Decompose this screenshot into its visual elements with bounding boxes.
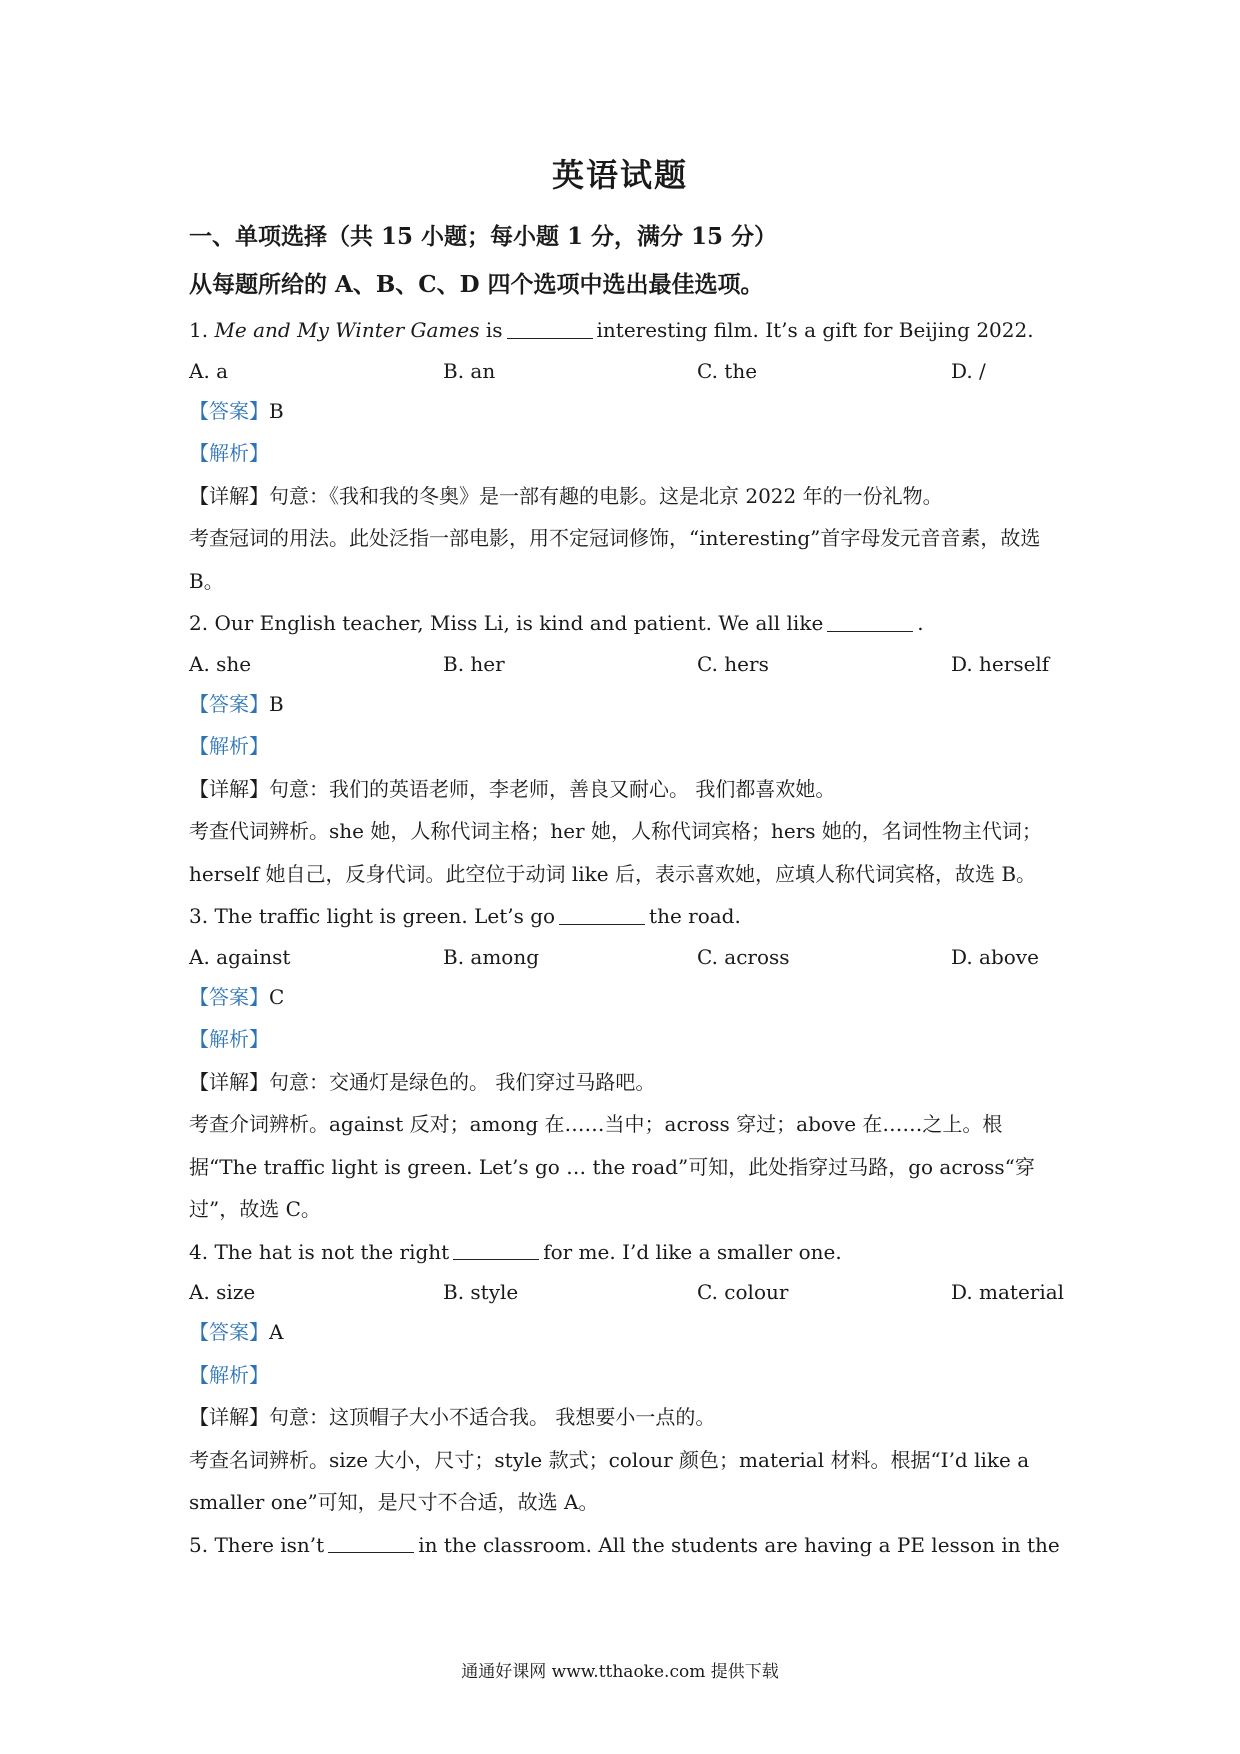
question-5 (189, 1524, 1069, 1567)
question-stem (189, 895, 1069, 938)
stem-text: for me. I’d like a smaller one. (543, 1239, 842, 1264)
option-c: C. colour (697, 1280, 789, 1304)
detail-text: 句意：我们的英语老师，李老师，善良又耐心。 我们都喜欢她。 (269, 776, 836, 801)
detail-label: 【详解】 (189, 483, 269, 508)
option-a: A. she (189, 651, 252, 676)
answer-label: 【答案】 (189, 398, 269, 423)
question-number: 1. (189, 318, 209, 342)
explanation-text: 考查冠词的用法。此处泛指一部电影，用不定冠词修饰，“interesting”首字母发元音音素，故选 B。 (189, 526, 1041, 593)
stem-text: . (917, 611, 924, 635)
answer-blank (507, 337, 593, 339)
question-stem (189, 1524, 1069, 1567)
answer-label: 【答案】 (189, 691, 269, 716)
stem-text: the road. (649, 904, 741, 928)
answer-label: 【答案】 (189, 984, 269, 1009)
answer-value: C (269, 984, 285, 1009)
question-4 (189, 1231, 1069, 1524)
explanation-text: 考查介词辨析。against 反对；among 在……当中；across 穿过；above 在……之上。根据“The traffic light is green. Let’s go … the road”可知，此处指穿过马路，go across“穿过”，故选 C。 (189, 1112, 1035, 1221)
option-b: B. her (443, 651, 505, 676)
explanation-text: 考查代词辨析。she 她，人称代词主格；her 她，人称代词宾格；hers 她的，名词性物主代词；herself 她自己，反身代词。此空位于动词 like 后，表示喜欢她，应填人称代词宾格，故选 B。 (189, 819, 1042, 886)
detail-line (189, 1061, 1069, 1104)
stem-text: in the classroom. All the students are having a PE lesson in the (418, 1532, 1060, 1557)
analysis-line (189, 1018, 1069, 1061)
page-footer: 通通好课网 www.tthaoke.com 提供下载 (461, 1662, 779, 1682)
answer-label: 【答案】 (189, 1320, 269, 1344)
stem-text: The traffic light is green. Let’s go (208, 904, 556, 928)
question-2 (189, 602, 1069, 895)
stem-text: The hat is not the right (208, 1239, 450, 1264)
explanation-text: 考查名词辨析。size 大小，尺寸；style 款式；colour 颜色；material 材料。根据“I’d like a smaller one”可知，是尺寸不合适，故选 A。 (189, 1447, 1030, 1514)
detail-text: 句意：《我和我的冬奥》是一部有趣的电影。这是北京 2022 年的一份礼物。 (269, 483, 943, 508)
option-c: C. hers (697, 651, 769, 676)
question-number: 3. (189, 904, 209, 928)
answer-value: B (269, 691, 284, 716)
analysis-label: 【解析】 (189, 1027, 269, 1051)
question-stem (189, 602, 1069, 645)
answer-blank (328, 1551, 414, 1553)
options-row (189, 645, 1069, 683)
section-heading: 一、单项选择（共 15 小题；每小题 1 分，满分 15 分） (189, 223, 778, 250)
option-d: D. material (951, 1280, 1065, 1304)
answer-blank (559, 923, 645, 925)
detail-line (189, 1396, 1069, 1439)
detail-label: 【详解】 (189, 1069, 269, 1094)
option-c: C. across (697, 944, 790, 969)
option-c: C. the (697, 358, 758, 383)
detail-line (189, 475, 1069, 518)
answer-value: A (269, 1320, 284, 1344)
content-area (189, 213, 1069, 1566)
options-row (189, 938, 1069, 976)
question-stem (189, 1231, 1069, 1274)
stem-text: is (479, 318, 503, 342)
options-row (189, 352, 1069, 390)
stem-text: interesting film. It’s a gift for Beijing 2022. (596, 318, 1034, 342)
analysis-line (189, 432, 1069, 475)
option-b: B. style (443, 1280, 519, 1304)
question-number: 5. (189, 1532, 209, 1557)
section-instruction: 从每题所给的 A、B、C、D 四个选项中选出最佳选项。 (189, 271, 764, 298)
page-title: 英语试题 (551, 156, 688, 194)
question-number: 4. (189, 1239, 209, 1264)
answer-blank (453, 1258, 539, 1260)
film-title: Me and My Winter Games (214, 318, 480, 342)
answer-line (189, 390, 1069, 433)
question-number: 2. (189, 611, 209, 635)
answer-line (189, 683, 1069, 726)
stem-text: There isn’t (208, 1532, 325, 1557)
detail-text: 句意：交通灯是绿色的。 我们穿过马路吧。 (269, 1069, 656, 1094)
question-stem (189, 309, 1069, 352)
detail-label: 【详解】 (189, 776, 269, 801)
detail-line (189, 768, 1069, 811)
option-b: B. among (443, 944, 540, 969)
option-d: D. herself (951, 651, 1050, 676)
options-row (189, 1273, 1069, 1311)
option-a: A. a (189, 358, 229, 383)
analysis-label: 【解析】 (189, 441, 269, 465)
analysis-label: 【解析】 (189, 1362, 269, 1387)
question-1 (189, 309, 1069, 602)
answer-line (189, 1311, 1069, 1354)
stem-text: Our English teacher, Miss Li, is kind and patient. We all like (208, 611, 824, 635)
analysis-label: 【解析】 (189, 734, 269, 758)
option-a: A. against (189, 944, 291, 969)
answer-blank (827, 630, 913, 632)
option-d: D. above (951, 944, 1039, 969)
answer-line (189, 976, 1069, 1019)
detail-label: 【详解】 (189, 1405, 269, 1429)
option-a: A. size (189, 1280, 256, 1304)
option-b: B. an (443, 358, 496, 383)
analysis-line (189, 725, 1069, 768)
detail-text: 句意：这顶帽子大小不适合我。 我想要小一点的。 (269, 1405, 716, 1429)
answer-value: B (269, 398, 284, 423)
question-3 (189, 895, 1069, 1231)
analysis-line (189, 1354, 1069, 1397)
option-d: D. / (951, 358, 986, 383)
